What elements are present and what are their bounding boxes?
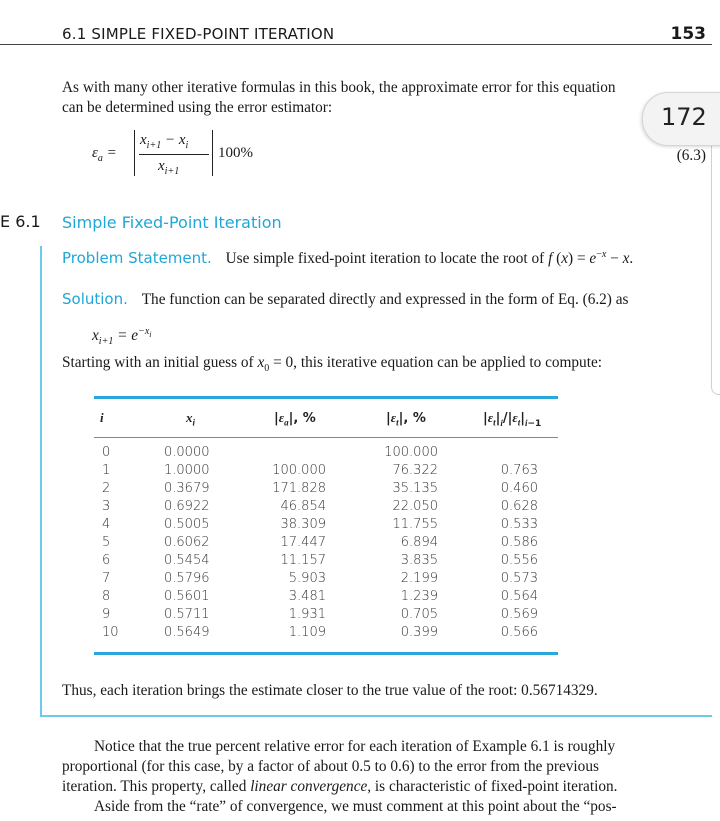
table-cell-ea: 1.931	[288, 607, 326, 622]
intro-line-2: can be determined using the error estimator:	[62, 99, 333, 116]
eq-lhs: $\varepsilon_a$ =	[92, 145, 117, 164]
table-cell-et: 0.705	[400, 607, 438, 622]
table-cell-x: 0.5649	[164, 625, 210, 640]
table-cell-x: 0.6062	[164, 535, 210, 550]
table-cell-x: 0.3679	[164, 481, 210, 496]
eq-denominator: $x_{i+1}$	[158, 158, 180, 177]
table-cell-ratio: 0.460	[500, 481, 538, 496]
table-cell-ratio: 0.586	[500, 535, 538, 550]
solution-statement	[62, 289, 712, 310]
linear-convergence-term: linear convergence,	[250, 778, 372, 795]
table-bottom-rule	[94, 652, 558, 655]
table-cell-x: 0.5454	[164, 553, 210, 568]
table-cell-ratio: 0.564	[500, 589, 538, 604]
closing-line-3	[62, 777, 708, 797]
table-cell-ratio: 0.573	[500, 571, 538, 586]
page-number: 153	[670, 24, 706, 44]
closing-line-3b: is characteristic of fixed-point iteration.	[371, 778, 618, 795]
table-cell-x: 0.5711	[164, 607, 210, 622]
column-x	[164, 444, 224, 642]
column-i	[102, 444, 122, 642]
table-cell-x: 0.0000	[164, 445, 210, 460]
table-cell-et: 11.755	[392, 517, 438, 532]
table-top-rule	[94, 396, 558, 399]
intro-line-1: As with many other iterative formulas in this book, the approximate error for this equation	[62, 79, 616, 96]
eq-factor: 100%	[218, 145, 253, 161]
table-cell-i: 3	[102, 499, 111, 514]
table-cell-x: 1.0000	[164, 463, 210, 478]
column-et	[374, 444, 438, 642]
table-cell-i: 9	[102, 607, 111, 622]
table-cell-et: 2.199	[400, 571, 438, 586]
table-cell-ea: 11.157	[280, 553, 326, 568]
table-cell-ratio: 0.533	[500, 517, 538, 532]
abs-bar-right	[212, 130, 213, 176]
table-cell-i: 8	[102, 589, 111, 604]
table-cell-ea: 46.854	[280, 499, 326, 514]
table-cell-ea: 100.000	[272, 463, 326, 478]
table-cell-ea: 5.903	[288, 571, 326, 586]
table-cell-i: 2	[102, 481, 111, 496]
table-cell-x: 0.5601	[164, 589, 210, 604]
problem-heading: Problem Statement.	[62, 249, 212, 268]
table-cell-x: 0.5005	[164, 517, 210, 532]
table-cell-et: 22.050	[392, 499, 438, 514]
problem-statement	[62, 245, 712, 269]
example-title: Simple Fixed-Point Iteration	[62, 213, 282, 232]
table-cell-x: 0.6922	[164, 499, 210, 514]
example-label: E 6.1	[0, 212, 41, 231]
header-ea: $|\varepsilon_a|$, %	[274, 410, 316, 428]
equation-number: (6.3)	[676, 147, 706, 164]
table-cell-i: 1	[102, 463, 111, 478]
table-cell-ratio: 0.569	[500, 607, 538, 622]
table-cell-ratio: 0.763	[500, 463, 538, 478]
table-cell-ratio: 0.556	[500, 553, 538, 568]
table-header-rule	[94, 437, 558, 438]
table-cell-ratio: 0.628	[500, 499, 538, 514]
closing-paragraph	[62, 737, 708, 817]
problem-text: Use simple fixed-point iteration to locate the root of f $(x) = e^{-x} - x$.	[225, 249, 634, 268]
table-cell-x: 0.5796	[164, 571, 210, 586]
solution-text: The function can be separated directly and expressed in the form of Eq. (6.2) as	[141, 291, 629, 308]
header-ratio: $|\varepsilon_t|_i/|\varepsilon_t|_{i-1}$	[483, 410, 542, 429]
table-cell-ea: 171.828	[272, 481, 326, 496]
column-ea	[262, 444, 326, 642]
fraction-bar	[139, 154, 209, 155]
closing-line-2: proportional (for this case, by a factor of about 0.5 to 0.6) to the error from the previous	[62, 758, 599, 775]
table-cell-i: 7	[102, 571, 111, 586]
header-i: i	[100, 410, 104, 425]
table-cell-ea: 38.309	[280, 517, 326, 532]
table-cell-et: 35.135	[392, 481, 438, 496]
table-cell-ratio: 0.566	[500, 625, 538, 640]
column-ratio	[488, 444, 538, 642]
table-cell-et: 0.399	[400, 625, 438, 640]
solution-heading: Solution.	[62, 290, 128, 308]
table-cell-i: 6	[102, 553, 111, 568]
running-header-title: 6.1 SIMPLE FIXED-POINT ITERATION	[62, 25, 335, 43]
table-cell-ea: 1.109	[288, 625, 326, 640]
table-cell-ea: 17.447	[280, 535, 326, 550]
table-cell-i: 10	[102, 625, 119, 640]
table-cell-et: 3.835	[400, 553, 438, 568]
table-cell-i: 4	[102, 517, 111, 532]
table-cell-et: 100.000	[384, 445, 438, 460]
header-et: $|\varepsilon_t|$, %	[386, 410, 426, 428]
conclusion-text: Thus, each iteration brings the estimate closer to the true value of the root: 0.56714329.	[62, 682, 598, 699]
abs-bar-left	[134, 130, 135, 176]
initial-guess-text: Starting with an initial guess of $x_0 = 0$, this iterative equation can be applied to compute:	[62, 354, 602, 375]
table-cell-et: 1.239	[400, 589, 438, 604]
header-rule	[0, 44, 712, 45]
table-cell-ratio	[488, 444, 538, 462]
page-indicator-value: 172	[661, 103, 707, 131]
example-left-rule	[40, 246, 42, 716]
table-cell-et: 6.894	[400, 535, 438, 550]
example-bottom-rule	[40, 715, 712, 717]
closing-line-3a: iteration. This property, called	[62, 778, 251, 795]
closing-line-1: Notice that the true percent relative error for each iteration of Example 6.1 is roughly	[94, 738, 616, 755]
table-cell-i: 0	[102, 445, 111, 460]
table-cell-ea	[262, 444, 326, 462]
header-x: $x_i$	[186, 410, 196, 428]
equation-6-3	[92, 128, 292, 178]
intro-paragraph	[62, 78, 706, 118]
table-cell-i: 5	[102, 535, 111, 550]
eq-numerator: $x_{i+1} - x_i$	[140, 132, 189, 151]
table-cell-et: 76.322	[392, 463, 438, 478]
table-cell-ea: 3.481	[288, 589, 326, 604]
iteration-equation: $x_{i+1} = e^{-x_i}$	[92, 326, 152, 348]
closing-line-4: Aside from the “rate” of convergence, we must comment at this point about the “pos-	[94, 798, 617, 815]
